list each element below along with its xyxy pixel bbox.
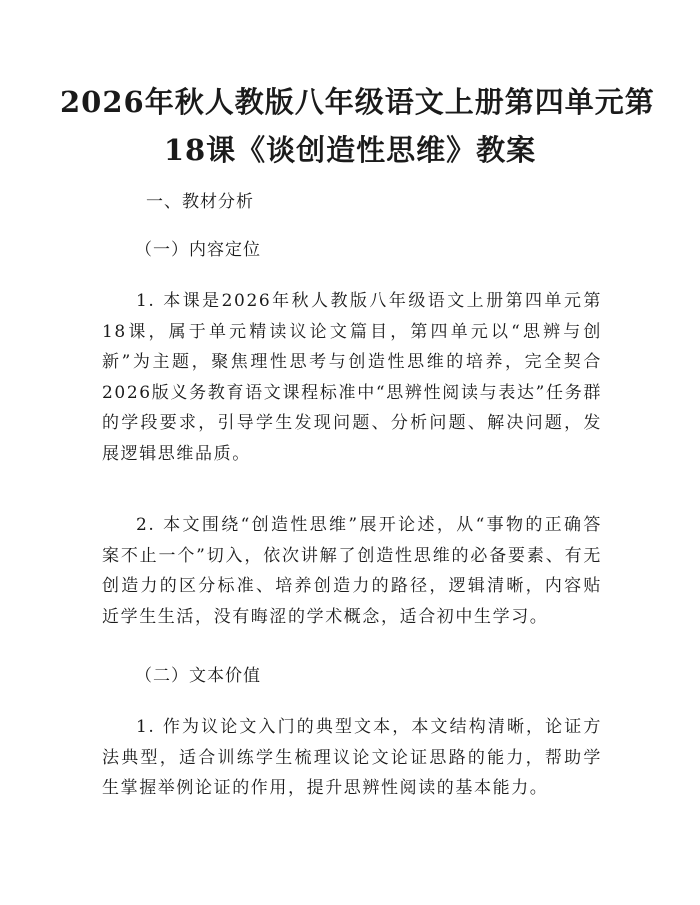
document-title-line-2: 18课《谈创造性思维》教案 — [163, 133, 537, 167]
document-title-line-1: 2026年秋人教版八年级语文上册第四单元第 — [60, 85, 655, 119]
paragraph-2: 2. 本文围绕“创造性思维”展开论述，从“事物的正确答案不止一个”切入，依次讲解了创造性思维的必备要素、有无创造力的区分标准、培养创造力的路径，逻辑清晰，内容贴近学生生活，没有晦涩的学术概念，适合初中生学习。 — [102, 515, 602, 627]
subsection-heading-content-positioning: （一）内容定位 — [135, 240, 261, 260]
paragraph-3: 1. 作为议论文入门的典型文本，本文结构清晰，论证方法典型，适合训练学生梳理议论文论证思路的能力，帮助学生掌握举例论证的作用，提升思辨性阅读的基本能力。 — [102, 717, 602, 798]
paragraph-1: 1. 本课是2026年秋人教版八年级语文上册第四单元第18课，属于单元精读议论文篇目，第四单元以“思辨与创新”为主题，聚焦理性思考与创造性思维的培养，完全契合2026版义务教育语文课程标准中“思辨性阅读与表达”任务群的学段要求，引导学生发现问题、分析问题、解决问题，发展逻辑思维品质。 — [102, 291, 602, 464]
subsection-heading-text-value: （二）文本价值 — [135, 666, 261, 686]
section-heading-textbook-analysis: 一、教材分析 — [146, 192, 254, 212]
